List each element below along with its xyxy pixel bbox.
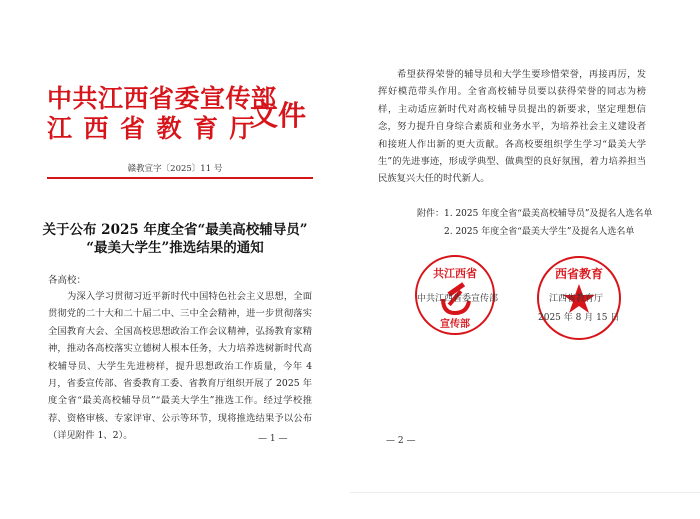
svg-text:西省教育: 西省教育 [554, 267, 604, 281]
signatory-2: 江西省教育厅 [549, 294, 604, 304]
body-paragraph-1 [48, 288, 312, 445]
page-number-1: — 1 — [258, 434, 288, 444]
issue-date: 2025 年 8 月 15 日 [538, 313, 620, 323]
svg-text:宣传部: 宣传部 [440, 319, 470, 330]
document-page-2 [350, 0, 700, 519]
issuer-name-line-2: 江西省教育厅 [47, 114, 267, 143]
body-paragraph-text: 希望获得荣誉的辅导员和大学生要珍惜荣誉，再接再厉，发挥好模范带头作用。全省高校辅导员要以获得荣誉的同志为榜样，主动适应新时代对高校辅导员提出的新要求，坚定理想信念，努力提升自身综合素质和业务水平，为培养社会主义建设者和接班人作出新的更大贡献。各高校要组织学生学习“最美大学生”的先进事迹，形成学典型、做典型的良好氛围，着力培养担当民族复兴大任的时代新人。 [378, 69, 646, 185]
red-divider-line [47, 177, 313, 179]
attachment-item-1: 1. 2025 年度全省“最美高校辅导员”及提名人选名单 [444, 209, 653, 219]
body-paragraph-text: 为深入学习贯彻习近平新时代中国特色社会主义思想，全面贯彻党的二十大和二十届二中、三中全会精神，进一步贯彻落实全国教育大会、全国高校思想政治工作会议精神，弘扬教育家精神，推动各高校落实立德树人根本任务，大力培养选树新时代高校辅导员、大学生先进榜样，提升思想政治工作质量，今年 4 月，省委宣传部、省委教育工委、省教育厅组织开展了 2025 年度全省“最美高校辅导员”“最美大学生”推选工作。经过学校推荐、资格审核、专家评审、公示等环节，现将推选结果予以公布（详见附件 1、2）。 [48, 291, 312, 442]
document-number: 赣教宣字〔2025〕11 号 [127, 164, 223, 174]
page-number-2: — 2 — [386, 436, 416, 446]
issuer-name-line-1: 中共江西省委宣传部 [47, 84, 277, 113]
attachments-label: 附件： [417, 209, 445, 219]
document-type-label: 文件 [250, 99, 307, 132]
document-title-line-1: 关于公布 2025 年度全省“最美高校辅导员” [42, 222, 308, 238]
body-paragraph-2 [378, 66, 646, 188]
salutation: 各高校： [48, 275, 87, 286]
page-bottom-rule [350, 492, 700, 493]
document-title-line-2: “最美大学生”推选结果的通知 [86, 240, 264, 256]
attachment-item-2: 2. 2025 年度全省“最美大学生”及提名人选名单 [444, 227, 635, 237]
svg-text:共江西省: 共江西省 [433, 267, 477, 280]
signatory-1: 中共江西省委宣传部 [417, 294, 499, 304]
